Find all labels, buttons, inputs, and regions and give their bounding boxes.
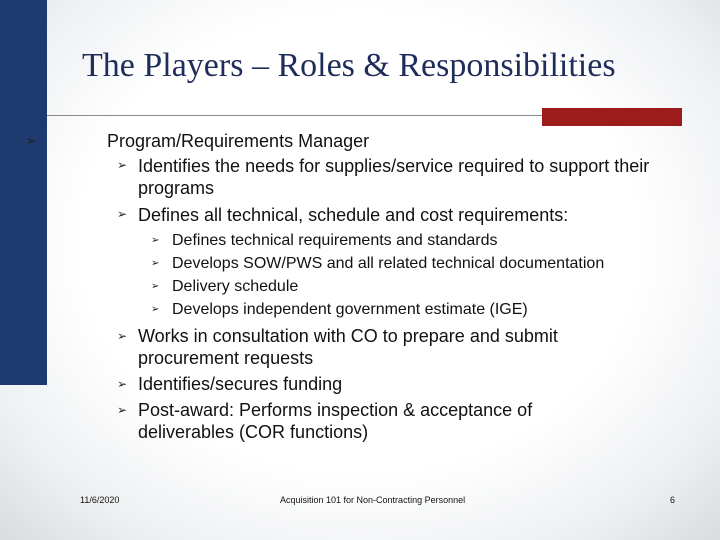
arrowhead-bullet-icon: ➢ xyxy=(117,403,128,417)
arrowhead-bullet-icon: ➢ xyxy=(117,377,128,391)
slide-title: The Players – Roles & Responsibilities xyxy=(82,47,616,84)
page-number: 6 xyxy=(670,495,676,505)
arrowhead-bullet-icon: ➢ xyxy=(117,207,128,221)
arrowhead-bullet-icon: ➢ xyxy=(26,134,37,149)
bullet-level3: Develops independent government estimate (IGE) xyxy=(172,301,528,318)
title-divider xyxy=(47,115,542,116)
arrowhead-bullet-icon: ➢ xyxy=(151,281,160,292)
footer-date: 11/6/2020 xyxy=(80,495,120,505)
bullet-level2: Identifies/secures funding xyxy=(138,374,343,394)
arrowhead-bullet-icon: ➢ xyxy=(117,158,128,172)
bullet-level2: Identifies the needs for supplies/service required to support their programs xyxy=(138,156,650,198)
bullet-level2: Post-award: Performs inspection & acceptance of deliverables (COR functions) xyxy=(138,400,533,442)
arrowhead-bullet-icon: ➢ xyxy=(117,329,128,343)
arrowhead-bullet-icon: ➢ xyxy=(151,235,160,246)
bullet-level3: Develops SOW/PWS and all related technical documentation xyxy=(172,255,605,272)
footer-title: Acquisition 101 for Non-Contracting Personnel xyxy=(280,495,466,505)
bullet-level1: Program/Requirements Manager xyxy=(107,131,370,151)
arrowhead-bullet-icon: ➢ xyxy=(151,258,160,269)
bullet-level2: Defines all technical, schedule and cost requirements: xyxy=(138,205,569,225)
red-accent-bar xyxy=(542,108,682,126)
arrowhead-bullet-icon: ➢ xyxy=(151,304,160,315)
bullet-level3: Delivery schedule xyxy=(172,278,299,295)
bullet-level3: Defines technical requirements and standards xyxy=(172,232,498,249)
left-accent-bar xyxy=(0,0,47,385)
bullet-level2: Works in consultation with CO to prepare and submit procurement requests xyxy=(138,326,558,368)
